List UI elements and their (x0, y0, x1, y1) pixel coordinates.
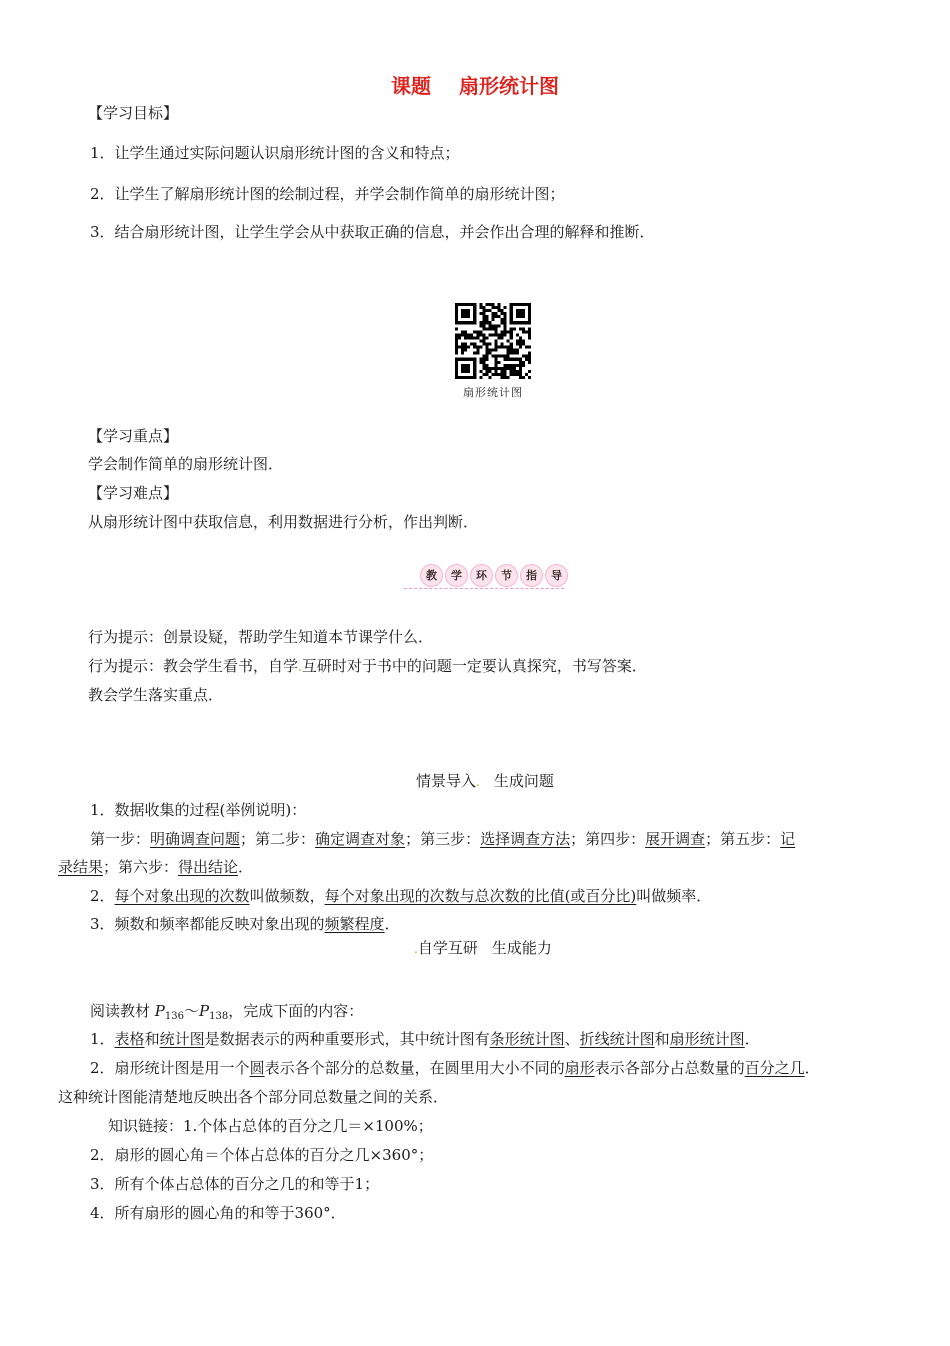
section2-item-2-cont: 这种统计图能清楚地反映出各个部分同总数量之间的关系． (58, 1088, 449, 1106)
qr-code-image (455, 303, 531, 379)
difficulties-text: 从扇形统计图中获取信息，利用数据进行分析，作出判断． (88, 513, 479, 531)
section1-item-1: 1．数据收集的过程(举例说明)： (90, 801, 307, 819)
knowledge-link-4: 4．所有扇形的圆心角的和等于360°． (90, 1204, 346, 1222)
objective-item-2: 2．让学生了解扇形统计图的绘制过程，并学会制作简单的扇形统计图； (90, 185, 565, 203)
section2-intro: 阅读教材 $P_{136}\sim P_{138}$，完成下面的内容： (90, 1002, 364, 1022)
key-points-text: 学会制作简单的扇形统计图． (88, 455, 284, 473)
banner-char: 指 (520, 564, 543, 587)
banner-char: 教 (420, 564, 443, 587)
banner-char: 导 (545, 564, 568, 587)
title-part2: 扇形统计图 (459, 74, 559, 98)
section1-item-3: 3．频数和频率都能反映对象出现的频繁程度． (90, 915, 400, 933)
teaching-guide-banner (420, 564, 562, 590)
banner-char: 学 (445, 564, 468, 587)
knowledge-link-1: 知识链接：1.个体占总体的百分之几＝×100%； (108, 1117, 433, 1135)
section2-item-1: 1．表格和统计图是数据表示的两种重要形式，其中统计图有条形统计图、折线统计图和扇形统计图． (90, 1030, 760, 1048)
guidance-line-3: 教会学生落实重点． (88, 686, 224, 704)
guidance-line-2: 行为提示：教会学生看书，自学.互研时对于书中的问题一定要认真探究，书写答案． (88, 657, 647, 675)
page-title (0, 70, 950, 99)
title-part1: 课题 (391, 74, 431, 98)
banner-underline (404, 588, 564, 589)
section2-heading: .自学互研 生成能力 (414, 939, 552, 957)
banner-char: 环 (470, 564, 493, 587)
key-points-heading: 【学习重点】 (88, 427, 179, 445)
difficulties-heading: 【学习难点】 (88, 484, 179, 502)
section2-item-2: 2．扇形统计图是用一个圆表示各个部分的总数量，在圆里用大小不同的扇形表示各部分占总数量的百分之几． (90, 1059, 820, 1077)
section1-steps-line2: 录结果；第六步：得出结论． (58, 858, 254, 876)
objectives-heading: 【学习目标】 (88, 104, 179, 122)
section1-steps-line1: 第一步：明确调查问题；第二步：确定调查对象；第三步：选择调查方法；第四步：展开调查；第五步：记 (90, 830, 796, 848)
section1-heading: 情景导入. 生成问题 (416, 772, 554, 790)
knowledge-link-3: 3．所有个体占总体的百分之几的和等于1； (90, 1175, 380, 1193)
objective-item-3: 3．结合扇形统计图，让学生学会从中获取正确的信息，并会作出合理的解释和推断． (90, 223, 655, 241)
banner-char: 节 (495, 564, 518, 587)
knowledge-link-2: 2．扇形的圆心角＝个体占总体的百分之几×360°； (90, 1146, 434, 1164)
objective-item-1: 1．让学生通过实际问题认识扇形统计图的含义和特点； (90, 144, 460, 162)
section1-item-2: 2．每个对象出现的次数叫做频数，每个对象出现的次数与总次数的比值(或百分比)叫做频率． (90, 887, 712, 905)
guidance-line-1: 行为提示：创景设疑，帮助学生知道本节课学什么． (88, 628, 434, 646)
qr-caption: 扇形统计图 (463, 386, 523, 399)
